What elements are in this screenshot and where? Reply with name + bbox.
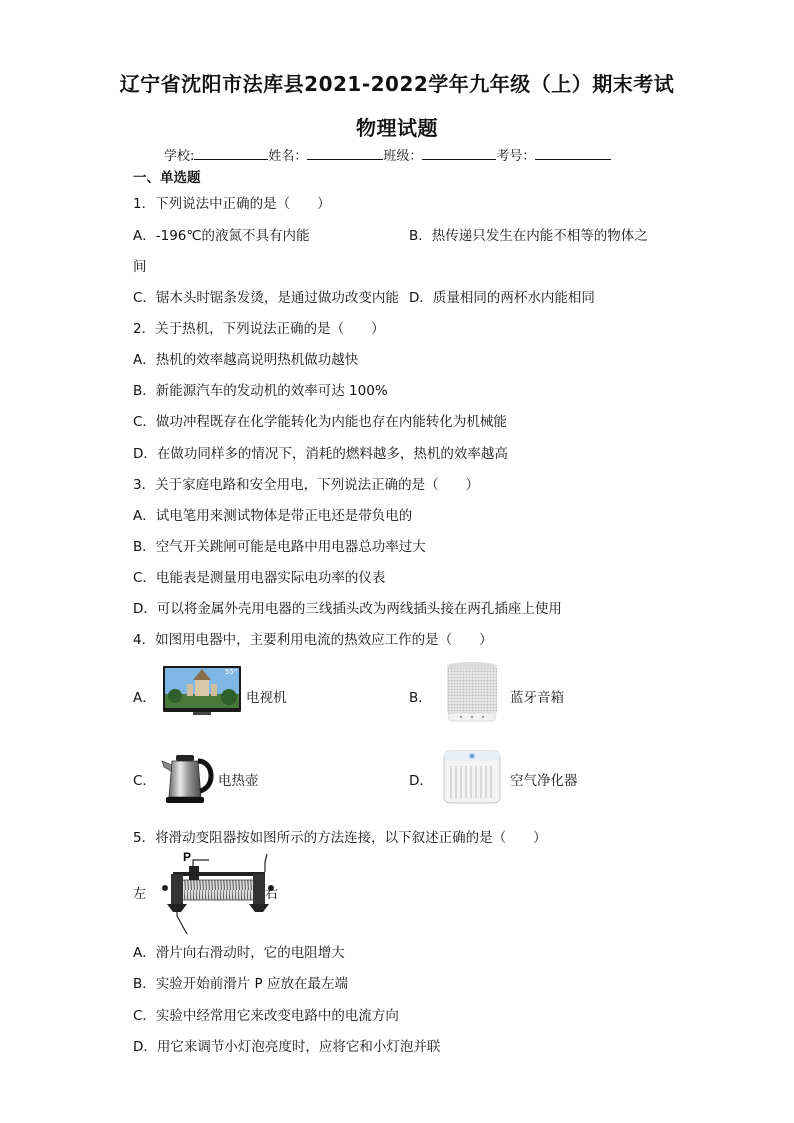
tv-badge: 55" [224,668,237,676]
q5-option-a: A．滑片向右滑动时，它的电阻增大 [133,945,345,961]
q4-option-b-text: 蓝牙音箱 [510,690,564,706]
q2-stem: 2．关于热机，下列说法正确的是（ ） [133,321,385,337]
section-heading: 一、单选题 [133,170,201,186]
name-blank [307,147,383,160]
q3-option-d: D．可以将金属外壳用电器的三线插头改为两线插头接在两孔插座上使用 [133,601,562,617]
exam-number-blank [535,147,611,160]
school-blank [194,147,268,160]
rheostat-right-label: 右 [265,887,279,902]
air-purifier-image [441,748,503,806]
q2-option-b: B．新能源汽车的发动机的效率可达 100% [133,383,388,399]
exam-title: 辽宁省沈阳市法库县2021-2022学年九年级（上）期末考试 [119,72,675,96]
q1-option-b-wrap: 间 [133,259,147,275]
q4-option-d-text: 空气净化器 [510,773,578,789]
tv-image [163,666,241,716]
q2-option-a: A．热机的效率越高说明热机做功越快 [133,352,359,368]
q2-option-c: C．做功冲程既存在化学能转化为内能也存在内能转化为机械能 [133,414,507,430]
student-info-row [164,145,611,164]
bluetooth-speaker-image [441,661,503,725]
q5-option-b: B．实验开始前滑片 P 应放在最左端 [133,976,348,992]
q1-option-d: D．质量相同的两杯水内能相同 [409,290,595,306]
class-blank [422,147,496,160]
q3-stem: 3．关于家庭电路和安全用电，下列说法正确的是（ ） [133,477,480,493]
q2-option-d: D．在做功同样多的情况下，消耗的燃料越多，热机的效率越高 [133,446,508,462]
class-label: 班级： [383,149,423,164]
q4-stem: 4．如图用电器中，主要利用电流的热效应工作的是（ ） [133,632,493,648]
rheostat-left-label: 左 [133,887,147,902]
q4-option-a-text: 电视机 [246,690,287,706]
school-label: 学校: [164,149,195,164]
q4-option-d-letter: D． [409,773,433,789]
q4-option-c-text: 电热壶 [218,773,259,789]
q3-option-c: C．电能表是测量用电器实际电功率的仪表 [133,570,386,586]
exam-number-label: 考号： [496,149,536,164]
q5-option-c: C．实验中经常用它来改变电路中的电流方向 [133,1008,399,1024]
q3-option-b: B．空气开关跳闸可能是电路中用电器总功率过大 [133,539,426,555]
exam-subtitle: 物理试题 [356,116,438,140]
q1-option-b: B．热传递只发生在内能不相等的物体之 [409,228,648,244]
q1-option-c: C．锯木头时锯条发烫，是通过做功改变内能 [133,290,399,306]
q4-option-b-letter: B． [409,690,432,706]
q4-option-c-letter: C． [133,773,156,789]
q1-stem: 1．下列说法中正确的是（ ） [133,196,331,212]
name-label: 姓名： [268,149,308,164]
q5-option-d: D．用它来调节小灯泡亮度时，应将它和小灯泡并联 [133,1039,441,1055]
q3-option-a: A．试电笔用来测试物体是带正电还是带负电的 [133,508,413,524]
rheostat-p-label: P [183,850,192,864]
q4-option-a-letter: A． [133,690,156,706]
rheostat-diagram [133,850,283,934]
q1-option-a: A．-196℃的液氮不具有内能 [133,228,310,244]
electric-kettle-image [158,747,218,807]
q5-stem: 5．将滑动变阻器按如图所示的方法连接，以下叙述正确的是（ ） [133,830,547,846]
